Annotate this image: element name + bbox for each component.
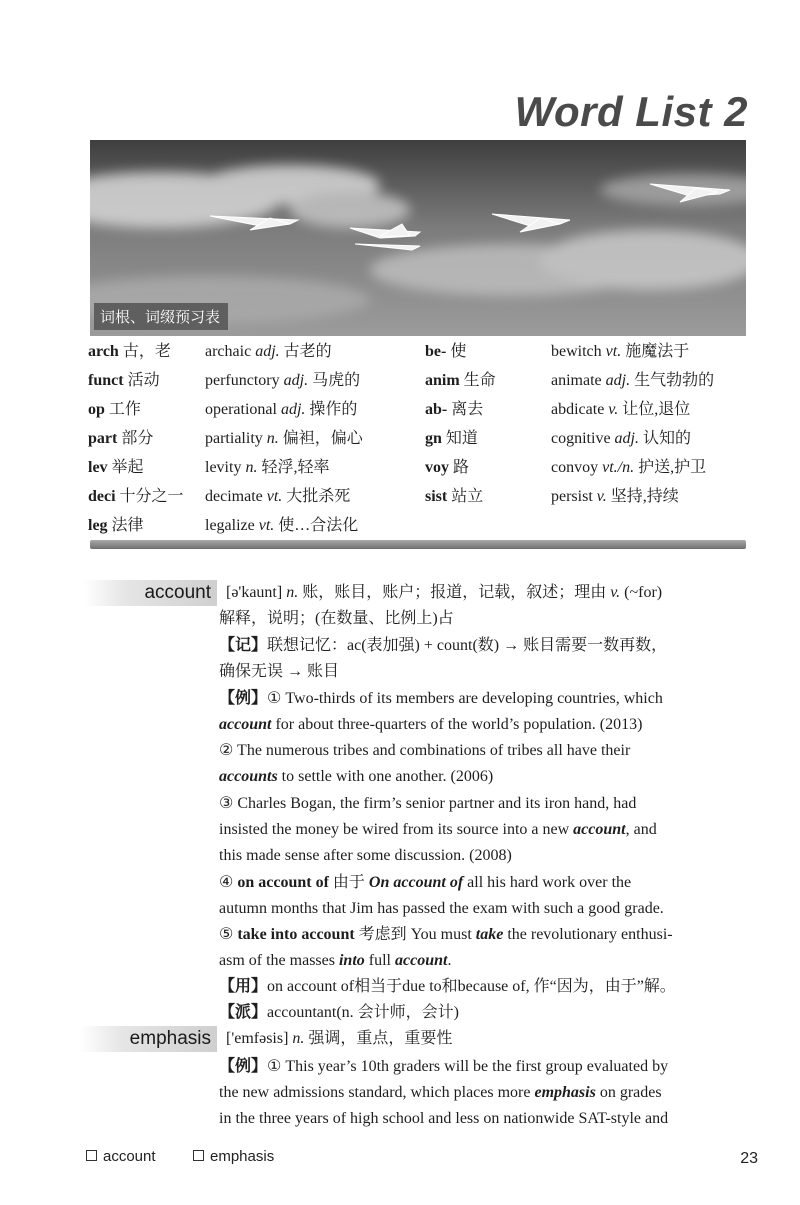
root: deci <box>88 488 116 505</box>
roots-affixes-preview-label: 词根、词缀预习表 <box>94 303 228 330</box>
word-definition: 坚持,持续 <box>610 488 679 505</box>
root: leg <box>88 517 108 534</box>
word-definition: 让位,退位 <box>622 401 691 418</box>
example-text: the new admissions standard, which places more <box>219 1084 535 1101</box>
phrase: on account of <box>237 874 329 891</box>
root-meaning: 使 <box>450 343 467 360</box>
example-text: asm of the masses <box>219 952 339 969</box>
part-of-speech: v. <box>610 584 621 601</box>
example-1 <box>219 1054 743 1080</box>
word-definition: 大批杀死 <box>286 488 351 505</box>
part-of-speech: adj. <box>283 372 309 389</box>
example-word: animate <box>551 372 602 389</box>
example-word: decimate <box>205 488 263 505</box>
example-1-continued <box>219 712 743 738</box>
word-definition: 生气勃勃的 <box>634 372 715 389</box>
root-meaning: 十分之一 <box>119 488 184 505</box>
example-text: for about three-quarters of the world’s population. (2013) <box>271 716 643 733</box>
example-word: archaic <box>205 343 252 360</box>
example-word: bewitch <box>551 343 602 360</box>
root: arch <box>88 343 119 360</box>
part-of-speech: adj. <box>255 343 280 360</box>
example-text: the revolutionary enthusi- <box>503 926 673 943</box>
example-5-continued <box>219 948 743 974</box>
root: gn <box>425 430 442 447</box>
section-divider <box>90 540 746 549</box>
example-word: legalize <box>205 517 255 534</box>
keyword: emphasis <box>534 1084 596 1101</box>
memory-note-continued: 确保无误 → 账目 <box>219 663 340 680</box>
keyword: take <box>475 926 504 943</box>
checkbox-label: emphasis <box>210 1148 275 1165</box>
root-meaning: 活动 <box>127 372 160 389</box>
footer-checkbox-account[interactable] <box>86 1148 156 1165</box>
example-4 <box>219 870 743 896</box>
entry-definition <box>226 580 750 606</box>
example-text: , and <box>625 821 657 838</box>
usage-text: on account of相当于due to和because of, 作“因为，由于”解。 <box>267 978 676 995</box>
root: ab- <box>425 401 448 418</box>
definition: 账，账目，账户；报道，记载，叙述；理由 <box>302 584 607 601</box>
usage-note <box>219 974 743 1000</box>
word-definition: 使…合法化 <box>278 517 359 534</box>
example-1 <box>219 686 743 712</box>
example-text: to settle with one another. (2006) <box>277 768 494 785</box>
root-meaning: 法律 <box>111 517 144 534</box>
page-number: 23 <box>740 1150 758 1167</box>
memory-tag: 【记】 <box>219 637 268 654</box>
part-of-speech: v. <box>608 401 619 418</box>
derivative-note <box>219 1000 743 1026</box>
example-text: insisted the money be wired from its source into a new <box>219 821 574 838</box>
root-meaning: 知道 <box>445 430 478 447</box>
memory-note <box>219 633 743 659</box>
example-tag: 【例】 <box>219 1058 268 1075</box>
word-definition: 施魔法于 <box>625 343 690 360</box>
root: anim <box>425 372 460 389</box>
example-word: partiality <box>205 430 263 447</box>
example-3-end: this made sense after some discussion. (2008) <box>219 847 512 864</box>
footer-checkbox-emphasis[interactable] <box>193 1148 274 1165</box>
example-tag: 【例】 <box>219 690 268 707</box>
example-text: on grades <box>595 1084 662 1101</box>
example-text: full <box>364 952 395 969</box>
example-5 <box>219 922 743 948</box>
root: funct <box>88 372 124 389</box>
part-of-speech: vt./n. <box>602 459 635 476</box>
definition: 强调，重点，重要性 <box>308 1030 453 1047</box>
part-of-speech: n. <box>292 1030 305 1047</box>
part-of-speech: v. <box>596 488 607 505</box>
phrase-meaning: 考虑到 <box>354 926 411 943</box>
example-word: persist <box>551 488 593 505</box>
usage-tag: 【用】 <box>219 978 268 995</box>
root-meaning: 生命 <box>463 372 496 389</box>
part-of-speech: adj. <box>605 372 631 389</box>
example-text: ① This year’s 10th graders will be the first group evaluated by <box>267 1058 669 1075</box>
definition-continued: 解释，说明；(在数量、比例上)占 <box>219 610 454 627</box>
checkbox-label: account <box>103 1148 156 1165</box>
phonetic: [ə'kaunt] <box>226 584 283 601</box>
word-definition: 认知的 <box>643 430 692 447</box>
word-definition: 护送,护卫 <box>638 459 707 476</box>
example-number: ④ <box>219 874 238 891</box>
example-2: ② The numerous tribes and combinations of tribes all have their <box>219 742 631 759</box>
example-3-continued <box>219 817 743 843</box>
derivative-text: accountant(n. 会计师，会计) <box>267 1004 459 1021</box>
example-word: abdicate <box>551 401 605 418</box>
word-definition: 偏袒，偏心 <box>282 430 363 447</box>
example-2-continued <box>219 764 743 790</box>
page-title: Word List 2 <box>514 88 748 135</box>
part-of-speech: vt. <box>605 343 622 360</box>
part-of-speech: adj. <box>280 401 306 418</box>
definition: (~for) <box>624 584 663 601</box>
derivative-tag: 【派】 <box>219 1004 268 1021</box>
part-of-speech: n. <box>266 430 279 447</box>
root: part <box>88 430 118 447</box>
word-definition: 轻浮,轻率 <box>261 459 330 476</box>
keyword: into <box>338 952 365 969</box>
example-1-continued <box>219 1080 743 1106</box>
example-word: operational <box>205 401 277 418</box>
phrase-meaning: 由于 <box>328 874 369 891</box>
part-of-speech: vt. <box>266 488 283 505</box>
example-word: levity <box>205 459 242 476</box>
root: lev <box>88 459 108 476</box>
example-1-end: in the three years of high school and less on nationwide SAT-style and <box>219 1110 669 1127</box>
checkbox-icon <box>86 1150 97 1161</box>
keyword: accounts <box>219 768 278 785</box>
keyword: On account of <box>368 874 464 891</box>
phonetic: ['emfəsis] <box>226 1030 289 1047</box>
root-meaning: 站立 <box>451 488 484 505</box>
word-definition: 操作的 <box>309 401 358 418</box>
checkbox-icon <box>193 1150 204 1161</box>
phrase: take into account <box>237 926 355 943</box>
keyword: account <box>573 821 626 838</box>
keyword: account <box>219 716 272 733</box>
headword-account: account <box>84 580 217 606</box>
example-number: ⑤ <box>219 926 238 943</box>
example-4-continued: autumn months that Jim has passed the exam with such a good grade. <box>219 900 664 917</box>
memory-text: 联想记忆：ac(表加强) + count(数) → 账目需要一数再数， <box>267 637 668 654</box>
entry-definition <box>226 1026 750 1052</box>
root-meaning: 工作 <box>108 401 141 418</box>
root-meaning: 路 <box>453 459 470 476</box>
root-meaning: 举起 <box>111 459 144 476</box>
example-word: perfunctory <box>205 372 280 389</box>
part-of-speech: n. <box>286 584 299 601</box>
keyword: account <box>395 952 448 969</box>
root: op <box>88 401 105 418</box>
example-text: . <box>447 952 452 969</box>
part-of-speech: adj. <box>614 430 639 447</box>
root-meaning: 离去 <box>451 401 484 418</box>
banner-image <box>90 140 746 336</box>
root: voy <box>425 459 449 476</box>
headword-emphasis: emphasis <box>80 1026 217 1052</box>
word-definition: 马虎的 <box>312 372 361 389</box>
example-text: You must <box>410 926 476 943</box>
part-of-speech: n. <box>245 459 258 476</box>
example-3: ③ Charles Bogan, the firm’s senior partner and its iron hand, had <box>219 795 637 812</box>
root-meaning: 部分 <box>121 430 154 447</box>
root-meaning: 古，老 <box>122 343 171 360</box>
example-text: all his hard work over the <box>463 874 632 891</box>
root: sist <box>425 488 448 505</box>
example-word: cognitive <box>551 430 611 447</box>
example-word: convoy <box>551 459 599 476</box>
example-text: ① Two-thirds of its members are developing countries, which <box>267 690 663 707</box>
root: be- <box>425 343 447 360</box>
word-definition: 古老的 <box>283 343 332 360</box>
part-of-speech: vt. <box>258 517 275 534</box>
